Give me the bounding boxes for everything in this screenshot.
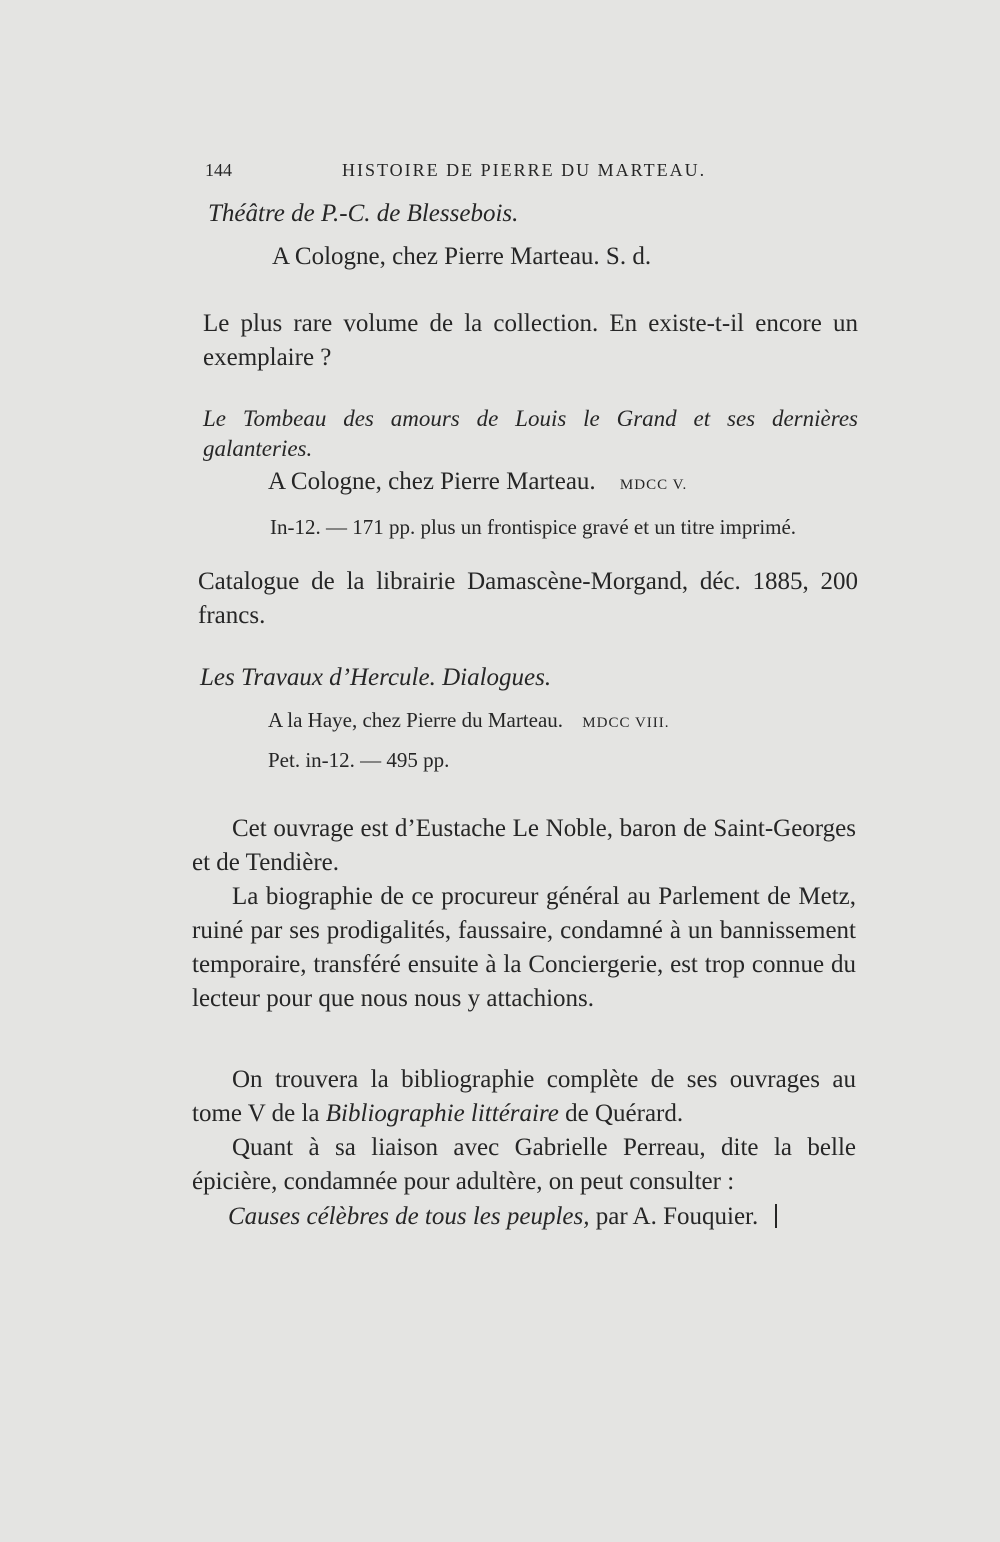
paragraph: Cet ouvrage est d’Eustache Le Noble, baron de Saint-Georges et de Tendière. [192, 815, 856, 876]
entry-title: Le Tombeau des amours de Louis le Grand et ses dernières galanteries. [203, 406, 858, 461]
paragraph [192, 1063, 856, 1131]
entry-note: Le plus rare volume de la collection. En existe-t-il encore un exemplaire ? [203, 310, 858, 371]
entry-format: Pet. in-12. — 495 pp. [268, 748, 450, 772]
entry-imprint: A Cologne, chez Pierre Marteau. S. d. [272, 243, 652, 270]
paragraph: La biographie de ce procureur général au Parlement de Metz, ruiné par ses prodigalités, faussaire, condamné à un bannissement temporaire, transféré ensuite à la Conciergerie, est trop connue du lecteur pour que nous nous y attachions. [192, 883, 856, 1012]
cited-title: Causes célèbres de tous les peuples, [228, 1203, 590, 1230]
page-header [205, 160, 747, 181]
entry-imprint [268, 708, 670, 733]
paragraph-text: On trouvera la bibliographie complète de ses ouvrages au tome V de la [192, 1066, 856, 1127]
text-cursor-mark [775, 1204, 777, 1228]
imprint-place: A Cologne, chez Pierre Marteau. [268, 468, 596, 495]
cited-title: Bibliographie littéraire [325, 1100, 559, 1127]
entry-title: Théâtre de P.-C. de Blessebois. [208, 200, 519, 227]
entry-format: In-12. — 171 pp. plus un frontispice gravé et un titre imprimé. [270, 515, 797, 539]
paragraph [228, 1203, 777, 1231]
entry-imprint [268, 468, 687, 496]
imprint-date: MDCC VIII. [582, 715, 670, 731]
entry-note: Catalogue de la librairie Damascène-Morgand, déc. 1885, 200 francs. [198, 568, 858, 629]
imprint-date: MDCC V. [619, 477, 688, 493]
page-number: 144 [205, 160, 232, 180]
paragraph-text: par A. Fouquier. [595, 1203, 759, 1230]
running-title: HISTOIRE DE PIERRE DU MARTEAU. [342, 160, 707, 180]
paragraph-text: de Quérard. [565, 1100, 684, 1127]
entry-title: Les Travaux d’Hercule. Dialogues. [200, 664, 552, 691]
paragraph: Quant à sa liaison avec Gabrielle Perreau, dite la belle épicière, condamnée pour adultère, on peut consulter : [192, 1134, 856, 1195]
imprint-place: A la Haye, chez Pierre du Marteau. [268, 708, 564, 732]
